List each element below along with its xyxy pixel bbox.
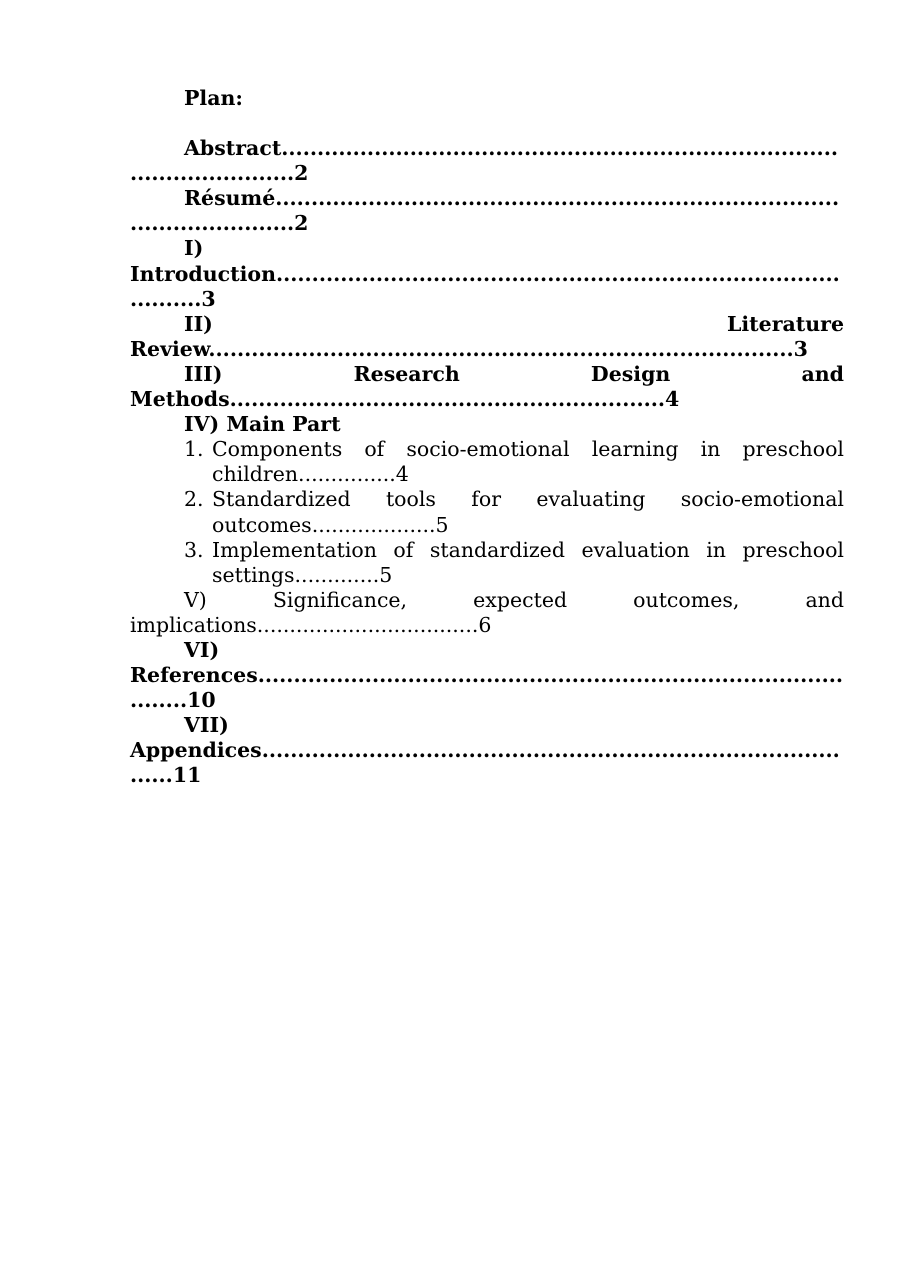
toc-entry-significance: V) Significance, expected outcomes, and implications..................................6 (130, 587, 844, 637)
main-part-sublist (130, 437, 844, 588)
toc-subitem-number: 2. (184, 487, 204, 512)
toc-subitem-text: Components of socio-emotional learning in preschool children...............4 (212, 437, 844, 487)
toc-entry-abstract: Abstract.....................................................................................................2 (130, 136, 838, 186)
plan-title: Plan: (184, 86, 243, 110)
table-of-contents (130, 86, 844, 789)
toc-entry-literature-review: II) Literature Review..................................................................................3 (130, 311, 844, 361)
toc-subitem-text: Standardized tools for evaluating socio-emotional outcomes...................5 (212, 487, 844, 537)
toc-subitem (184, 437, 844, 487)
toc-subitem-text: Implementation of standardized evaluation in preschool settings.............5 (212, 537, 844, 587)
toc-entry-introduction: I) Introduction.........................................................................................3 (130, 236, 840, 311)
toc-entry-main-part: IV) Main Part (184, 412, 341, 437)
toc-entry-appendices: VII) Appendices.......................................................................................11 (130, 713, 840, 788)
toc-entry-references: VI) References..........................................................................................10 (130, 637, 843, 713)
toc-subitem-number: 1. (184, 437, 204, 462)
toc-subitem (184, 487, 844, 537)
toc-entry-research-design: III) Research Design and Methods.............................................................4 (130, 361, 844, 412)
toc-entry-resume: Résumé......................................................................................................2 (130, 186, 840, 236)
toc-subitem-number: 3. (184, 537, 204, 562)
toc-subitem (184, 537, 844, 588)
